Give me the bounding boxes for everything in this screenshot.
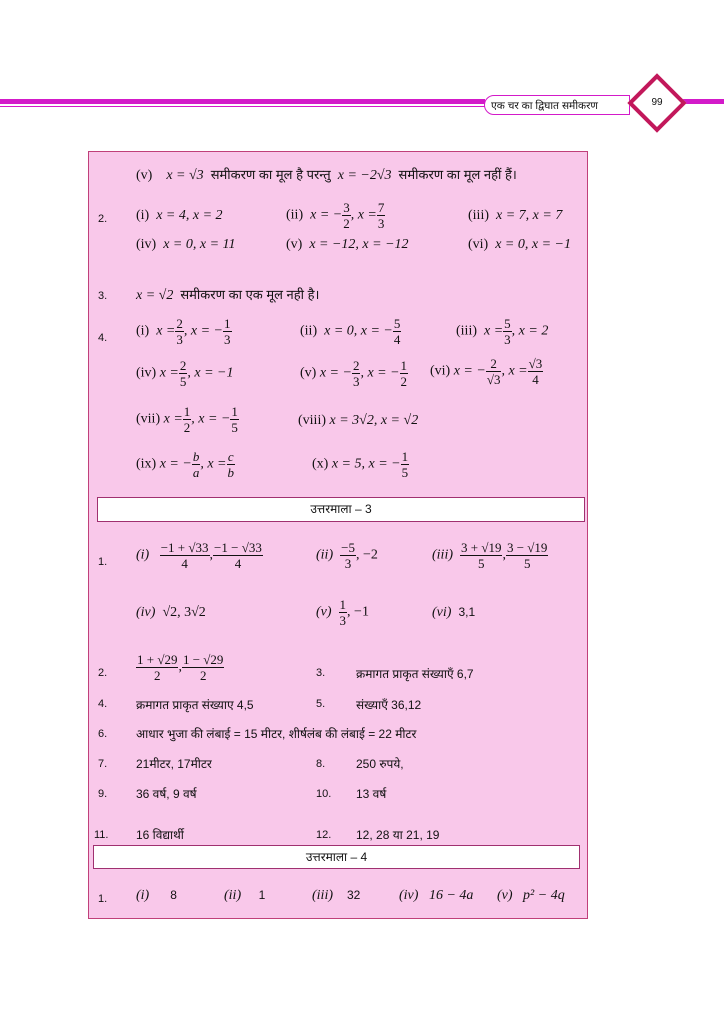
answer-4-ix: (ix) x = − $\frac{b}{a}$ , x = $\frac{c}{b}$: [136, 449, 234, 480]
page-number: 99: [651, 97, 663, 108]
answer-4-iv: (iv) x = $\frac{2}{5}$ , x = −1: [136, 358, 234, 389]
question-number: 11.: [94, 829, 109, 841]
answer-4-vi: (vi) x = − $\frac{2}{√3}$ , x = $\frac{√3}{4}$: [430, 356, 543, 387]
answer-2-v: (v) x = −12, x = −12: [286, 237, 409, 252]
answer-s3-9: 36 वर्ष, 9 वर्ष: [136, 787, 197, 801]
answer-s3-1-iv: (iv) √2, 3√2: [136, 605, 206, 620]
question-number: 3.: [98, 290, 108, 302]
header-rule-left: [0, 99, 485, 104]
answer-s3-1-ii: (ii) $\frac{-5}{3}$ , −2: [316, 540, 378, 571]
question-number: 3.: [316, 667, 326, 679]
question-number: 10.: [316, 788, 332, 800]
section-heading-4: उत्तरमाला – 4: [93, 845, 580, 869]
answer-s4-1-iii: (iii) 32: [312, 888, 361, 903]
answer-2-ii: (ii) x = − $\frac{3}{2}$ , x = $\frac{7}{3}$: [286, 200, 385, 231]
answer-s4-1-iv: (iv) 16 − 4a: [399, 888, 474, 903]
header-rule-right: [683, 99, 724, 104]
answer-v-line: (v) x = √3 समीकरण का मूल है परन्तु x = −2√3 समीकरण का मूल नहीं हैं।: [136, 167, 517, 183]
answer-s3-12: 12, 28 या 21, 19: [356, 828, 440, 842]
answer-s3-6: आधार भुजा की लंबाई = 15 मीटर, शीर्षलंब की लंबाई = 22 मीटर: [136, 727, 417, 741]
answer-s3-7: 21मीटर, 17मीटर: [136, 757, 212, 771]
question-number: 5.: [316, 698, 326, 710]
answer-s4-1-v: (v) p² − 4q: [497, 888, 565, 903]
answer-s3-1-iii: (iii) $\frac{3 + √19}{5}$ , $\frac{3 - √19}{5}$: [432, 540, 548, 571]
answer-2-i: (i) x = 4, x = 2: [136, 208, 223, 223]
answer-panel: [88, 151, 588, 919]
answer-4-x: (x) x = 5, x = − $\frac{1}{5}$: [312, 449, 409, 480]
question-number: 9.: [98, 788, 108, 800]
answer-4-vii: (vii) x = $\frac{1}{2}$ , x = − $\frac{1}{5}$: [136, 404, 238, 435]
question-number: 1.: [98, 893, 108, 905]
answer-3: x = √2 समीकरण का एक मूल नही है।: [136, 287, 320, 303]
answer-4-i: (i) x = $\frac{2}{3}$ , x = − $\frac{1}{3}$: [136, 316, 231, 347]
question-number: 2.: [98, 213, 108, 225]
question-number: 1.: [98, 556, 108, 568]
answer-s4-1-ii: (ii) 1: [224, 888, 266, 903]
question-number: 4.: [98, 698, 108, 710]
answer-s3-8: 250 रुपये,: [356, 757, 404, 771]
answer-2-iv: (iv) x = 0, x = 11: [136, 237, 236, 252]
answer-4-iii: (iii) x = $\frac{5}{3}$ , x = 2: [456, 316, 549, 347]
answer-s4-1-i: (i) 8: [136, 888, 177, 903]
question-number: 8.: [316, 758, 326, 770]
answer-s3-5: संख्याएँ 36,12: [356, 698, 422, 712]
question-number: 2.: [98, 667, 108, 679]
answer-s3-1-vi: (vi) 3,1: [432, 605, 476, 620]
answer-s3-1-i: (i) $\frac{-1 + √33}{4}$ , $\frac{-1 - √33}{4}$: [136, 540, 262, 571]
answer-s3-11: 16 विद्यार्थी: [136, 828, 184, 842]
answer-s3-2: $\frac{1 + √29}{2}$ , $\frac{1 - √29}{2}$: [137, 652, 224, 683]
question-number: 7.: [98, 758, 108, 770]
answer-s3-1-v: (v) $\frac{1}{3}$ , −1: [316, 597, 369, 628]
answer-4-viii: (viii) x = 3√2, x = √2: [298, 413, 419, 428]
chapter-title: एक चर का द्विघात समीकरण: [484, 95, 630, 115]
answer-4-ii: (ii) x = 0, x = − $\frac{5}{4}$: [300, 316, 401, 347]
answer-4-v: (v) x = − $\frac{2}{3}$ , x = − $\frac{1}{2}$: [300, 358, 408, 389]
answer-s3-4: क्रमागत प्राकृत संख्याए 4,5: [136, 698, 254, 712]
answer-s3-3: क्रमागत प्राकृत संख्याएँ 6,7: [356, 667, 474, 681]
answer-2-iii: (iii) x = 7, x = 7: [468, 208, 563, 223]
question-number: 6.: [98, 728, 108, 740]
section-heading-3: उत्तरमाला – 3: [97, 497, 585, 522]
header-rule-thin: [0, 106, 485, 107]
question-number: 12.: [316, 829, 332, 841]
answer-s3-10: 13 वर्ष: [356, 787, 387, 801]
answer-2-vi: (vi) x = 0, x = −1: [468, 237, 571, 252]
question-number: 4.: [98, 332, 108, 344]
